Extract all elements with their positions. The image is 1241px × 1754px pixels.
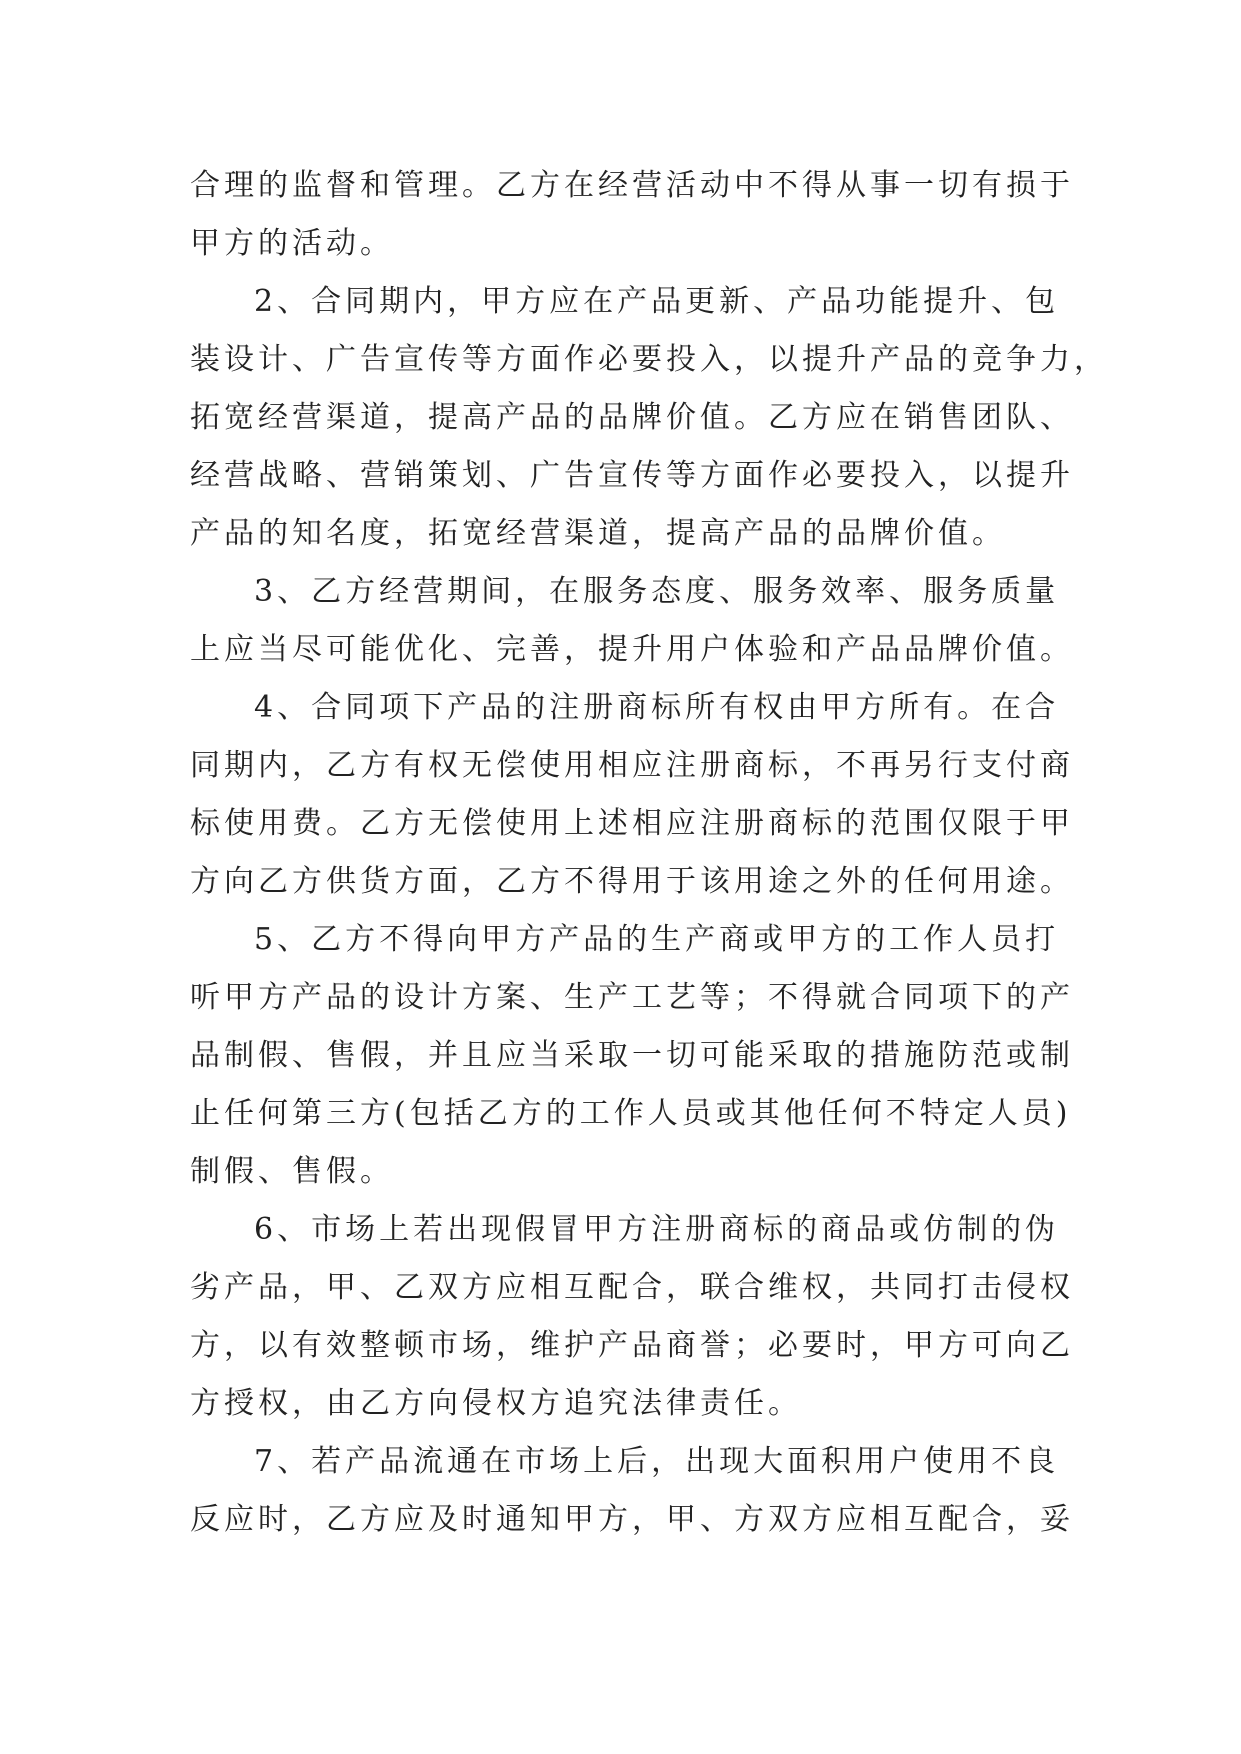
text-line: 品制假、售假，并且应当采取一切可能采取的措施防范或制 xyxy=(190,1038,1074,1073)
text-line: 同期内，乙方有权无偿使用相应注册商标，不再另行支付商 xyxy=(190,748,1074,783)
text-line: 4、合同项下产品的注册商标所有权由甲方所有。在合 xyxy=(254,690,1060,725)
text-line: 6、市场上若出现假冒甲方注册商标的商品或仿制的伪 xyxy=(254,1212,1060,1247)
document-body xyxy=(190,157,1108,1549)
text-line: 听甲方产品的设计方案、生产工艺等；不得就合同项下的产 xyxy=(190,980,1074,1015)
text-line: 上应当尽可能优化、完善，提升用户体验和产品品牌价值。 xyxy=(190,632,1074,667)
paragraph-6 xyxy=(190,1201,1074,1433)
text-line: 7、若产品流通在市场上后，出现大面积用户使用不良 xyxy=(254,1444,1060,1479)
text-line: 反应时，乙方应及时通知甲方，甲、方双方应相互配合，妥 xyxy=(190,1502,1074,1537)
paragraph-4 xyxy=(190,679,1074,911)
text-line: 3、乙方经营期间，在服务态度、服务效率、服务质量 xyxy=(254,574,1060,609)
paragraph-1 xyxy=(190,157,1074,273)
paragraph-7 xyxy=(190,1433,1074,1549)
text-line: 合理的监督和管理。乙方在经营活动中不得从事一切有损于 xyxy=(190,168,1074,203)
paragraph-2 xyxy=(190,273,1108,563)
paragraph-3 xyxy=(190,563,1074,679)
text-line: 方向乙方供货方面，乙方不得用于该用途之外的任何用途。 xyxy=(190,864,1074,899)
text-line: 制假、售假。 xyxy=(190,1154,394,1189)
text-line: 止任何第三方(包括乙方的工作人员或其他任何不特定人员) xyxy=(190,1096,1072,1131)
text-line: 装设计、广告宣传等方面作必要投入，以提升产品的竞争力， xyxy=(190,342,1108,377)
text-line: 标使用费。乙方无偿使用上述相应注册商标的范围仅限于甲 xyxy=(190,806,1074,841)
paragraph-5 xyxy=(190,911,1074,1201)
text-line: 产品的知名度，拓宽经营渠道，提高产品的品牌价值。 xyxy=(190,516,1006,551)
text-line: 方，以有效整顿市场，维护产品商誉；必要时，甲方可向乙 xyxy=(190,1328,1074,1363)
text-line: 拓宽经营渠道，提高产品的品牌价值。乙方应在销售团队、 xyxy=(190,400,1074,435)
text-line: 劣产品，甲、乙双方应相互配合，联合维权，共同打击侵权 xyxy=(190,1270,1074,1305)
text-line: 2、合同期内，甲方应在产品更新、产品功能提升、包 xyxy=(254,284,1060,319)
text-line: 方授权，由乙方向侵权方追究法律责任。 xyxy=(190,1386,802,1421)
text-line: 5、乙方不得向甲方产品的生产商或甲方的工作人员打 xyxy=(254,922,1060,957)
text-line: 经营战略、营销策划、广告宣传等方面作必要投入，以提升 xyxy=(190,458,1074,493)
text-line: 甲方的活动。 xyxy=(190,226,394,261)
